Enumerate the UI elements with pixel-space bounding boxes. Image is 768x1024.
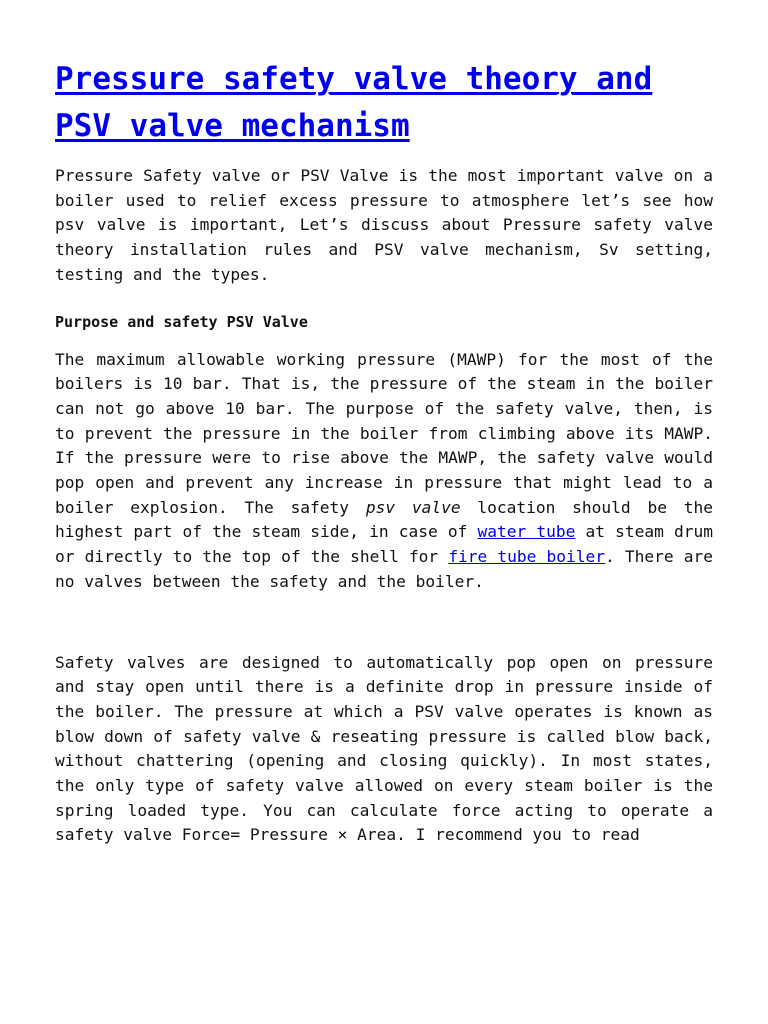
mawp-text-2: location should be the highest part of the steam side, in case of [55, 497, 713, 542]
water-tube-link[interactable]: water tube [477, 522, 576, 542]
mawp-text-4: . There are no valves between the safety and the boiler. [55, 547, 714, 591]
article-title-link[interactable]: Pressure safety valve theory and PSV valve mechanism [55, 61, 653, 144]
mawp-text-1: The maximum allowable working pressure (MAWP) for the most of the boilers is 10 bar. That is, the pressure of the steam in the boiler can not go above 10 bar. The purpose of the safety valve, then, is to prevent the pressure in the boiler from climbing above its MAWP. If the pressure were to rise above the MAWP, the safety valve would pop open and prevent any increase in pressure that might lead to a boiler explosion. The safety [55, 349, 713, 517]
intro-paragraph: Pressure Safety valve or PSV Valve is the most important valve on a boiler used to relief excess pressure to atmosphere let’s see how psv valve is important, Let’s discuss about Pressure safety valve theory installation rules and PSV valve mechanism, Sv setting, testing and the types. [55, 166, 713, 284]
safety-valve-paragraph: Safety valves are designed to automatically pop open on pressure and stay open until there is a definite drop in pressure inside of the boiler. The pressure at which a PSV valve operates is known as blow down of safety valve & reseating pressure is called blow back, without chattering (opening and closing quickly). In most states, the only type of safety valve allowed on every steam boiler is the spring loaded type. You can calculate force acting to operate a safety valve Force= Pressure × Area. I recommend you to read [55, 652, 713, 845]
document-page [55, 56, 713, 848]
section-heading: Purpose and safety PSV Valve [55, 312, 308, 331]
article-title [55, 56, 713, 150]
mawp-text-3: at steam drum or directly to the top of the shell for [55, 522, 713, 567]
mawp-paragraph [55, 348, 713, 595]
psv-valve-emphasis: psv valve [365, 497, 461, 517]
fire-tube-boiler-link[interactable]: fire tube boiler [448, 547, 606, 567]
